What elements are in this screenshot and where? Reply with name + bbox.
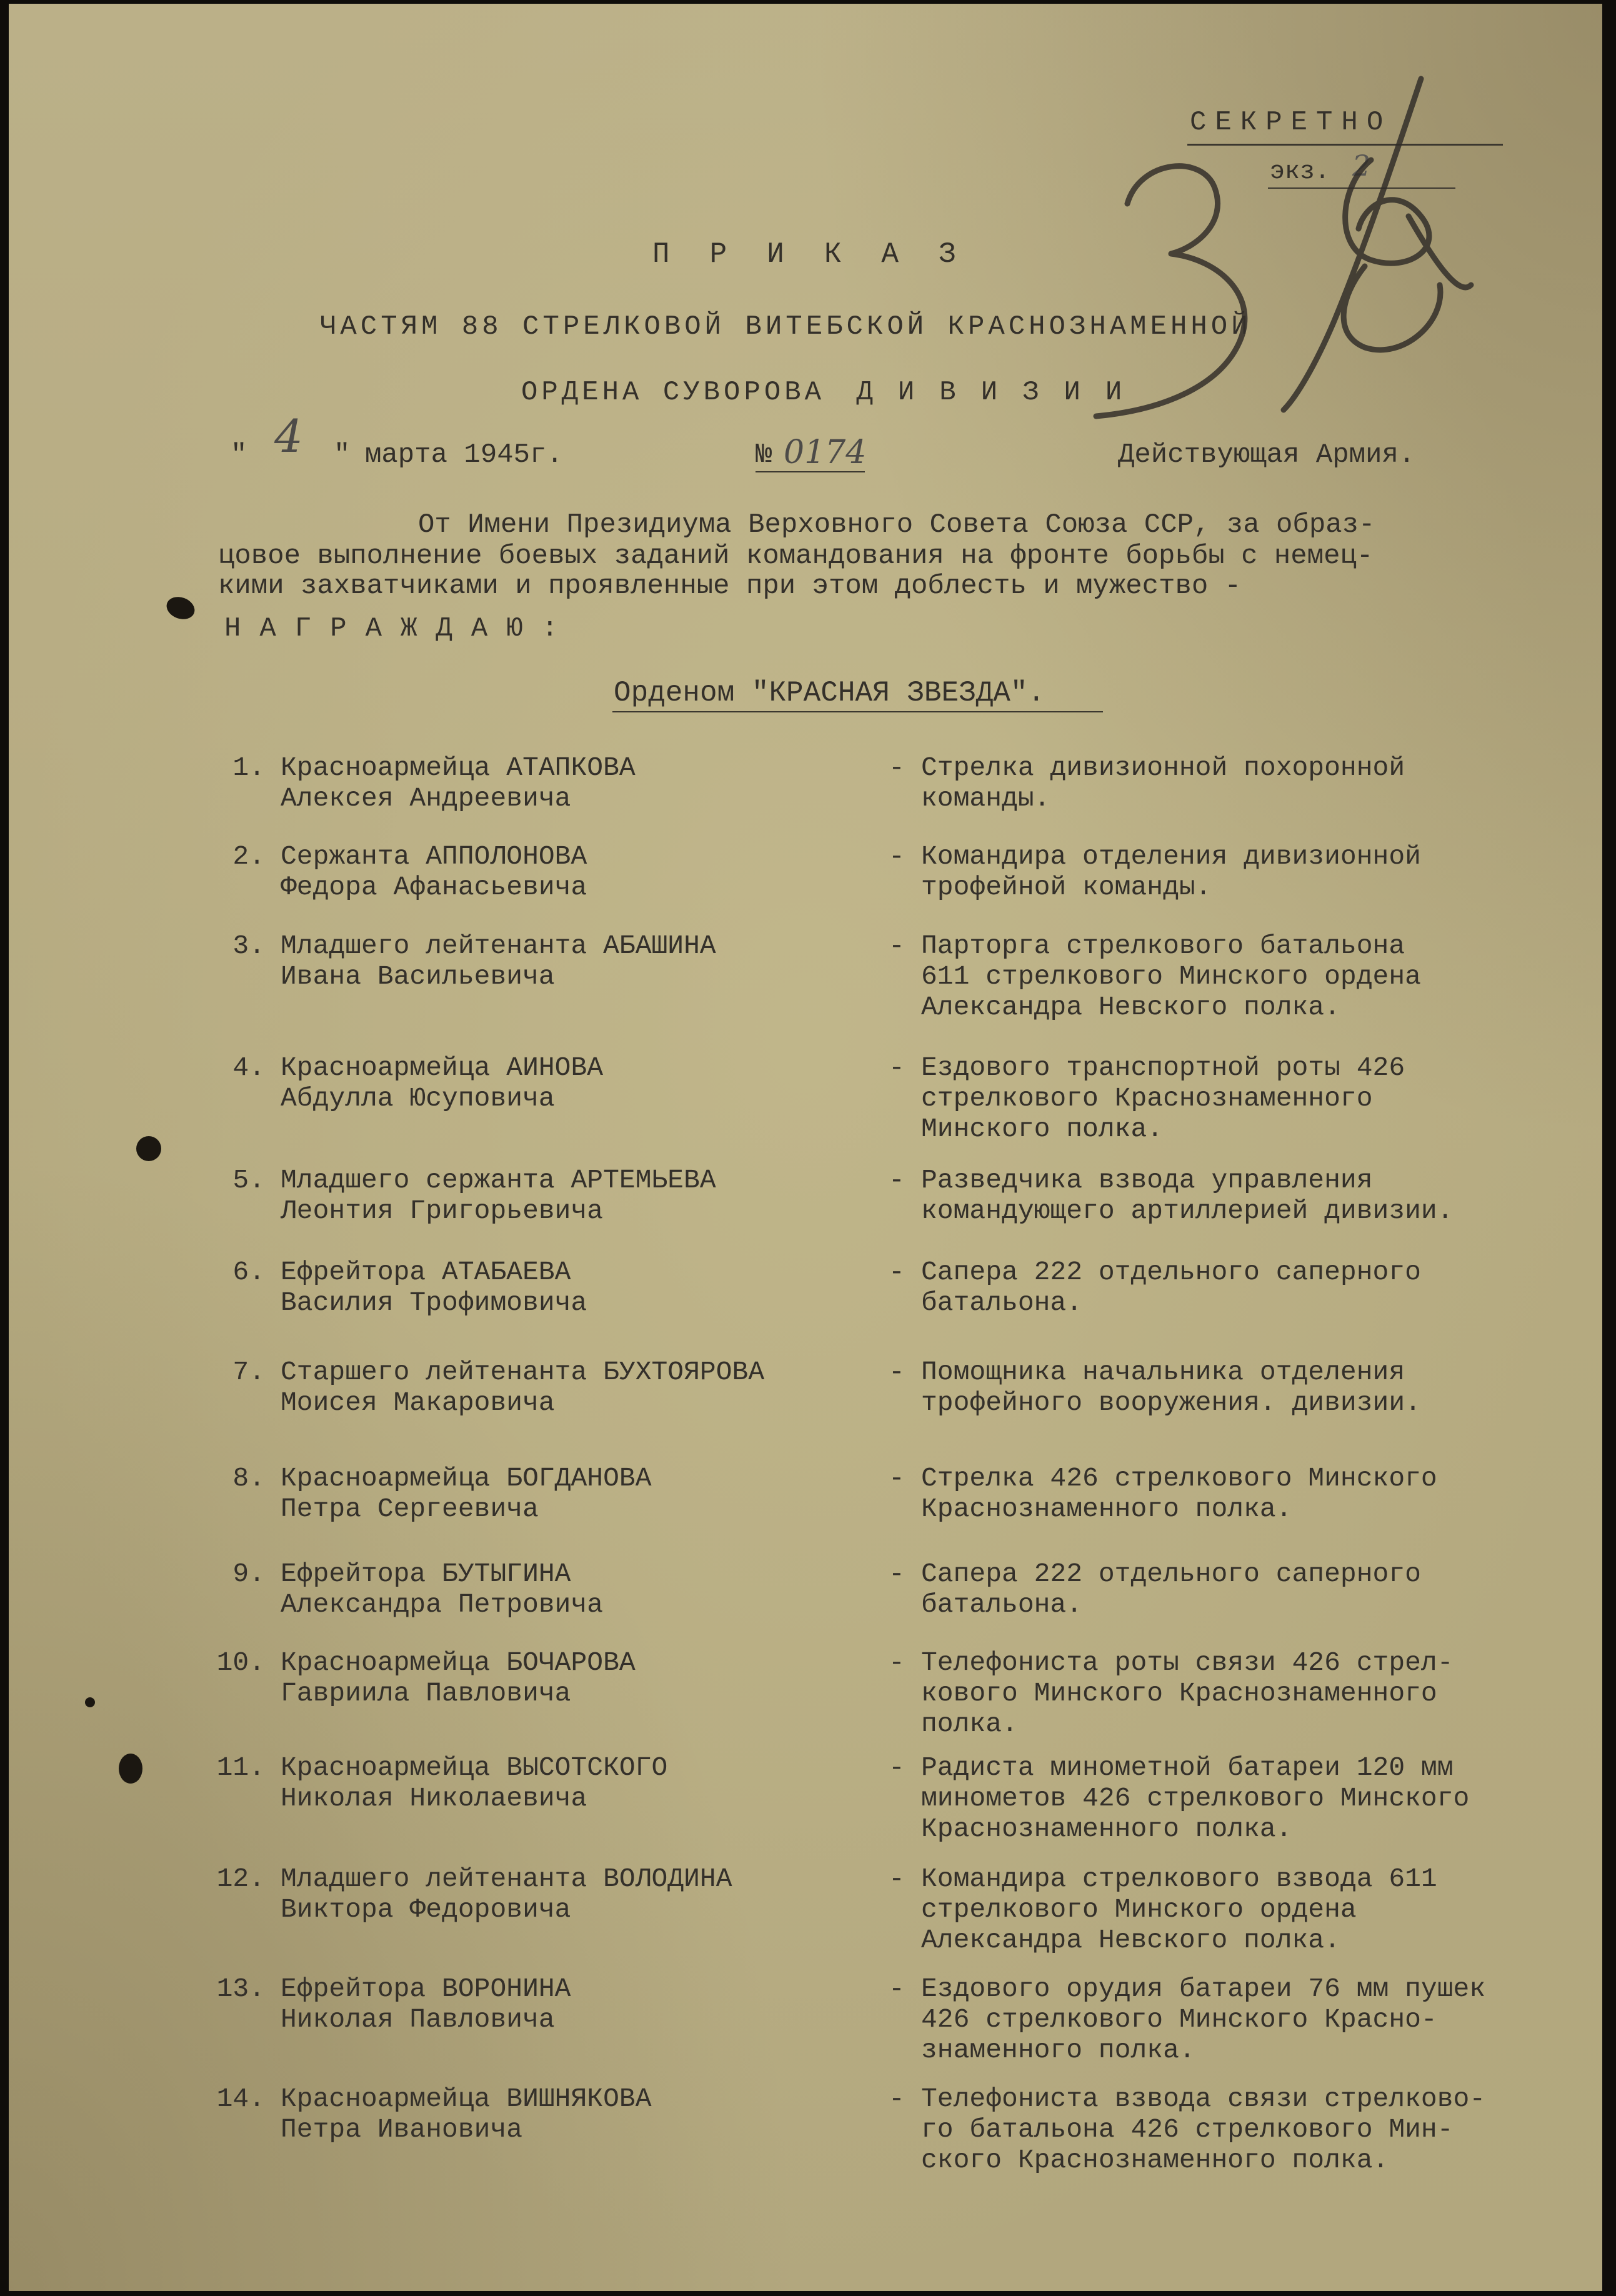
item-number: 14.: [216, 2084, 265, 2114]
item-role: [921, 1559, 1421, 1620]
item-number: 13.: [216, 1974, 265, 2004]
item-dash: -: [889, 1559, 905, 1589]
item-role-line: трофейного вооружения. дивизии.: [921, 1387, 1421, 1418]
item-number: 8.: [232, 1463, 265, 1494]
item-dash: -: [889, 1752, 905, 1783]
item-number: 10.: [216, 1647, 265, 1678]
item-name: [281, 1165, 716, 1226]
item-role-line: Ездового орудия батареи 76 мм пушек: [921, 1974, 1486, 2004]
item-name-line: Гавриила Павловича: [281, 1678, 571, 1709]
item-role: [921, 2084, 1485, 2175]
item-name-line: Ивана Васильевича: [281, 961, 555, 992]
item-name-line: Ефрейтора ВОРОНИНА: [281, 1974, 571, 2004]
item-role: [921, 1357, 1421, 1418]
unit-line-2-spaced: ДИВИЗИИ: [856, 377, 1147, 408]
punch-hole-middle: [136, 1136, 161, 1161]
item-role-line: го батальона 426 стрелкового Мин-: [921, 2114, 1454, 2145]
item-role: [921, 1864, 1437, 1955]
item-role-line: Разведчика взвода управления: [921, 1165, 1373, 1195]
award-heading: Орденом "КРАСНАЯ ЗВЕЗДА".: [614, 677, 1045, 709]
unit-line-2-normal: ОРДЕНА СУВОРОВА: [521, 377, 825, 408]
item-role-line: Телефониста взвода связи стрелково-: [921, 2084, 1486, 2114]
item-name-line: Младшего лейтенанта АБАШИНА: [281, 931, 716, 961]
item-role-line: стрелкового Минского ордена: [921, 1894, 1357, 1925]
award-verb: НАГРАЖДАЮ:: [224, 613, 577, 644]
item-role-line: ского Краснознаменного полка.: [921, 2145, 1389, 2175]
item-name-line: Красноармейца БОЧАРОВА: [281, 1647, 636, 1678]
item-name: [281, 2084, 652, 2145]
item-role-line: Радиста минометной батареи 120 мм: [921, 1752, 1454, 1783]
item-name-line: Николая Павловича: [281, 2004, 555, 2035]
item-name-line: Младшего сержанта АРТЕМЬЕВА: [281, 1165, 716, 1195]
punch-hole-bottom: [119, 1754, 142, 1784]
item-role-line: Краснознаменного полка.: [921, 1494, 1292, 1524]
item-role-line: Сапера 222 отдельного саперного: [921, 1559, 1421, 1589]
item-dash: -: [889, 1463, 905, 1494]
item-role: [921, 1974, 1485, 2065]
item-role: [921, 752, 1405, 814]
item-name-line: Красноармейца ВИШНЯКОВА: [281, 2084, 652, 2114]
item-name: [281, 1463, 652, 1524]
item-role-line: Стрелка 426 стрелкового Минского: [921, 1463, 1437, 1494]
item-role-line: Стрелка дивизионной похоронной: [921, 752, 1405, 783]
copy-number: 2: [1352, 149, 1371, 182]
item-role-line: батальона.: [921, 1287, 1083, 1318]
date-open-quote: ": [231, 439, 247, 471]
punch-hole-top: [164, 593, 198, 623]
item-name-line: Леонтия Григорьевича: [281, 1195, 604, 1226]
item-role: [921, 1647, 1454, 1739]
item-name: [281, 1257, 587, 1318]
item-name-line: Абдулла Юсуповича: [281, 1083, 555, 1114]
item-name: [281, 1752, 667, 1814]
item-name: [281, 1559, 603, 1620]
date-month-year: марта 1945г.: [365, 439, 563, 471]
item-dash: -: [889, 1647, 905, 1678]
item-name-line: Василия Трофимовича: [281, 1287, 587, 1318]
item-name: [281, 841, 587, 902]
item-role-line: знаменного полка.: [921, 2035, 1195, 2065]
item-name-line: Красноармейца АТАПКОВА: [281, 752, 636, 783]
preamble-line-2: цовое выполнение боевых заданий командования на фронте борьбы с немец-: [218, 541, 1374, 572]
item-name-line: Младшего лейтенанта ВОЛОДИНА: [281, 1864, 732, 1894]
item-number: 6.: [232, 1257, 265, 1287]
item-number: 4.: [232, 1052, 265, 1083]
item-name-line: Красноармейца БОГДАНОВА: [281, 1463, 652, 1494]
item-name: [281, 1052, 603, 1114]
item-role-line: минометов 426 стрелкового Минского: [921, 1783, 1470, 1814]
item-name-line: Красноармейца АИНОВА: [281, 1052, 604, 1083]
order-number-underline: [756, 471, 865, 472]
order-number-handwritten: 0174: [784, 434, 867, 471]
item-dash: -: [889, 841, 905, 872]
unit-line-2: [521, 379, 1147, 406]
item-role-line: Минского полка.: [921, 1114, 1164, 1144]
item-role-line: 611 стрелкового Минского ордена: [921, 961, 1421, 992]
classification-stamp: СЕКРЕТНО: [1190, 107, 1392, 138]
item-role-line: Александра Невского полка.: [921, 1925, 1340, 1955]
item-role-line: Александра Невского полка.: [921, 992, 1340, 1022]
document-page: [9, 4, 1602, 2291]
item-name-line: Алексея Андреевича: [281, 783, 571, 814]
item-number: 1.: [232, 752, 265, 783]
item-role: [921, 1165, 1454, 1226]
item-dash: -: [889, 2084, 905, 2114]
item-number: 3.: [232, 931, 265, 961]
item-dash: -: [889, 1165, 905, 1195]
item-role: [921, 1052, 1405, 1144]
item-role: [921, 1752, 1469, 1844]
item-role: [921, 931, 1421, 1022]
item-role-line: Помощника начальника отделения: [921, 1357, 1405, 1387]
item-number: 11.: [216, 1752, 265, 1783]
item-name-line: Петра Ивановича: [281, 2114, 523, 2145]
item-role-line: Командира отделения дивизионной: [921, 841, 1421, 872]
pin-mark: [85, 1697, 95, 1707]
item-role-line: 426 стрелкового Минского Красно-: [921, 2004, 1437, 2035]
item-role-line: трофейной команды.: [921, 872, 1212, 902]
order-number-sign: №: [756, 439, 772, 471]
date-close-quote: ": [334, 439, 351, 471]
item-name-line: Моисея Макаровича: [281, 1387, 555, 1418]
item-role-line: Ездового транспортной роты 426: [921, 1052, 1405, 1083]
item-dash: -: [889, 752, 905, 783]
item-number: 12.: [216, 1864, 265, 1894]
item-number: 9.: [232, 1559, 265, 1589]
item-name-line: Николая Николаевича: [281, 1783, 587, 1814]
preamble-line-1: От Имени Президиума Верховного Совета Союза ССР, за образ-: [418, 509, 1375, 541]
unit-line-1: ЧАСТЯМ 88 СТРЕЛКОВОЙ ВИТЕБСКОЙ КРАСНОЗНАМЕННОЙ: [320, 311, 1252, 342]
item-number: 7.: [232, 1357, 265, 1387]
item-dash: -: [889, 1257, 905, 1287]
item-role-line: Сапера 222 отдельного саперного: [921, 1257, 1421, 1287]
item-role-line: кового Минского Краснознаменного: [921, 1678, 1437, 1709]
preamble-line-3: кими захватчиками и проявленные при этом доблесть и мужество -: [218, 571, 1242, 602]
item-name-line: Петра Сергеевича: [281, 1494, 539, 1524]
item-role-line: Парторга стрелкового батальона: [921, 931, 1405, 961]
item-name-line: Ефрейтора БУТЫГИНА: [281, 1559, 571, 1589]
item-dash: -: [889, 931, 905, 961]
item-dash: -: [889, 1974, 905, 2004]
item-number: 2.: [232, 841, 265, 872]
item-name-line: Виктора Федоровича: [281, 1894, 571, 1925]
item-role-line: стрелкового Краснознаменного: [921, 1083, 1373, 1114]
item-role-line: командующего артиллерией дивизии.: [921, 1195, 1454, 1226]
item-name-line: Красноармейца ВЫСОТСКОГО: [281, 1752, 668, 1783]
item-dash: -: [889, 1052, 905, 1083]
item-dash: -: [889, 1864, 905, 1894]
item-name: [281, 1357, 764, 1418]
item-name-line: Старшего лейтенанта БУХТОЯРОВА: [281, 1357, 765, 1387]
item-role-line: Краснознаменного полка.: [921, 1814, 1292, 1844]
date-day-handwritten: 4: [274, 410, 303, 462]
item-role: [921, 1463, 1437, 1524]
document-title: ПРИКАЗ: [652, 238, 996, 271]
item-name: [281, 1864, 732, 1925]
item-role-line: Командира стрелкового взвода 611: [921, 1864, 1437, 1894]
item-role-line: батальона.: [921, 1589, 1083, 1620]
item-name: [281, 1974, 571, 2035]
item-role-line: команды.: [921, 783, 1050, 814]
item-name-line: Ефрейтора АТАБАЕВА: [281, 1257, 571, 1287]
item-role-line: Телефониста роты связи 426 стрел-: [921, 1647, 1454, 1678]
item-name: [281, 752, 636, 814]
location: Действующая Армия.: [1118, 439, 1415, 471]
item-number: 5.: [232, 1165, 265, 1195]
item-name-line: Федора Афанасьевича: [281, 872, 587, 902]
item-name-line: Сержанта АППОЛОНОВА: [281, 841, 587, 872]
item-role: [921, 841, 1421, 902]
item-name: [281, 1647, 636, 1709]
item-role: [921, 1257, 1421, 1318]
award-heading-underline: [612, 711, 1103, 712]
copy-label: экз.: [1270, 158, 1330, 186]
item-name-line: Александра Петровича: [281, 1589, 604, 1620]
item-dash: -: [889, 1357, 905, 1387]
item-name: [281, 931, 716, 992]
item-role-line: полка.: [921, 1709, 1018, 1739]
